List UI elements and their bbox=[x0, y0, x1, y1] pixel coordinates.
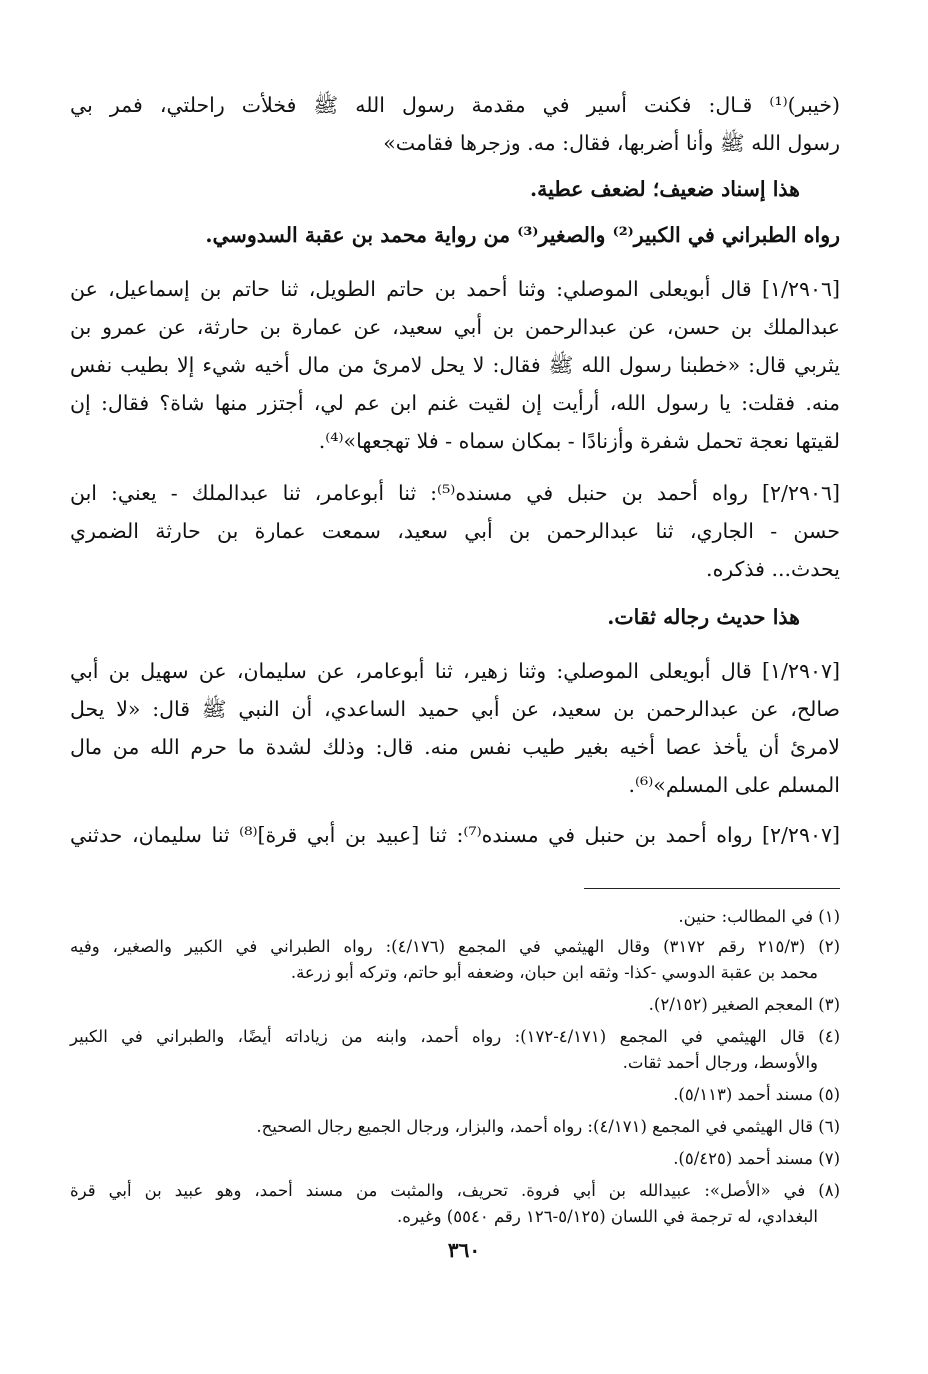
footnote-separator bbox=[584, 888, 840, 889]
text-line: رواه الطبراني في الكبير⁽²⁾ والصغير⁽³⁾ من رواية محمد بن عقبة السدوسي. bbox=[205, 223, 840, 247]
footnote: (١) في المطالب: حنين. bbox=[678, 907, 840, 926]
text-line: المسلم على المسلم»⁽⁶⁾. bbox=[628, 773, 840, 797]
footnote: (٢) (٢١٥/٣ رقم ٣١٧٢) وقال الهيثمي في المجمع (٤/١٧٦): رواه الطبراني في الكبير والصغير، وفيه bbox=[70, 937, 841, 956]
footnote: (٣) المعجم الصغير (٢/١٥٢). bbox=[648, 995, 840, 1014]
hadith-line: [٢/٢٩٠٦] رواه أحمد بن حنبل في مسنده⁽⁵⁾: ثنا أبوعامر، ثنا عبدالملك - يعني: ابن bbox=[70, 481, 841, 505]
text-line: لامرئ أن يأخذ عصا أخيه بغير طيب نفس منه. قال: وذلك لشدة ما حرم الله من مال bbox=[70, 735, 840, 759]
text-line: منه. فقلت: يا رسول الله، أرأيت إن لقيت غنم ابن عم لي، أجتزر منها شاة؟ فقال: إن bbox=[70, 391, 840, 415]
footnote: (٤) قال الهيثمي في المجمع (٤/١٧١-١٧٢): رواه أحمد، وابنه من زياداته أيضًا، والطبراني في الكبير bbox=[70, 1027, 840, 1046]
text-line: صالح، عن عبدالرحمن بن سعيد، عن أبي حميد الساعدي، أن النبي ﷺ قال: «لا يحل bbox=[70, 697, 840, 721]
text-line: عبدالملك بن حسن، عن عبدالرحمن بن أبي سعيد، عن عمارة بن حارثة، عن عمرو بن bbox=[70, 315, 840, 339]
footnote: (٨) في «الأصل»: عبيدالله بن أبي فروة. تحريف، والمثبت من مسند أحمد، وهو عبيد بن أبي قرة bbox=[70, 1181, 840, 1200]
grading-note: هذا حديث رجاله ثقات. bbox=[607, 605, 800, 629]
text-line: يثربي قال: «خطبنا رسول الله ﷺ فقال: لا يحل لامرئ من مال أخيه شيء إلا بطيب نفس bbox=[70, 353, 840, 377]
grading-note: هذا إسناد ضعيف؛ لضعف عطية. bbox=[530, 177, 800, 201]
footnote-continuation: محمد بن عقبة الدوسي -كذا- وثقه ابن حبان، وضعفه أبو حاتم، وتركه أبو زرعة. bbox=[290, 963, 818, 982]
hadith-line: [١/٢٩٠٧] قال أبويعلى الموصلي: وثنا زهير، ثنا أبوعامر، عن سليمان، عن سهيل بن أبي bbox=[70, 659, 840, 683]
text-line: رسول الله ﷺ وأنا أضربها، فقال: مه. وزجرها فقامت» bbox=[383, 131, 840, 155]
footnote: (٥) مسند أحمد (٥/١١٣). bbox=[673, 1085, 840, 1104]
page-number: ٣٦٠ bbox=[447, 1238, 481, 1262]
text-line: لقيتها نعجة تحمل شفرة وأزنادًا - بمكان سماه - فلا تهجعها»⁽⁴⁾. bbox=[318, 429, 840, 453]
text-line: (خيبر)⁽¹⁾ قـال: فكنت أسير في مقدمة رسول الله ﷺ فخلأت راحلتي، فمر بي bbox=[70, 93, 840, 117]
hadith-line: [٢/٢٩٠٧] رواه أحمد بن حنبل في مسنده⁽⁷⁾: ثنا [عبيد بن أبي قرة]⁽⁸⁾ ثنا سليمان، حدثني bbox=[70, 823, 840, 847]
footnote-continuation: والأوسط، ورجال أحمد ثقات. bbox=[622, 1053, 818, 1072]
footnote: (٦) قال الهيثمي في المجمع (٤/١٧١): رواه أحمد، والبزار، ورجال الجميع رجال الصحيح. bbox=[256, 1117, 840, 1136]
text-line: حسن - الجاري، ثنا عبدالرحمن بن أبي سعيد، سمعت عمارة بن حارثة الضمري bbox=[70, 519, 840, 543]
footnote-continuation: البغدادي، له ترجمة في اللسان (٥/١٢٥-١٢٦ رقم ٥٥٤٠) وغيره. bbox=[396, 1207, 818, 1226]
hadith-line: [١/٢٩٠٦] قال أبويعلى الموصلي: وثنا أحمد بن حاتم الطويل، ثنا حاتم بن إسماعيل، عن bbox=[70, 277, 840, 301]
text-line: يحدث... فذكره. bbox=[706, 557, 840, 581]
footnote: (٧) مسند أحمد (٥/٤٢٥). bbox=[673, 1149, 840, 1168]
